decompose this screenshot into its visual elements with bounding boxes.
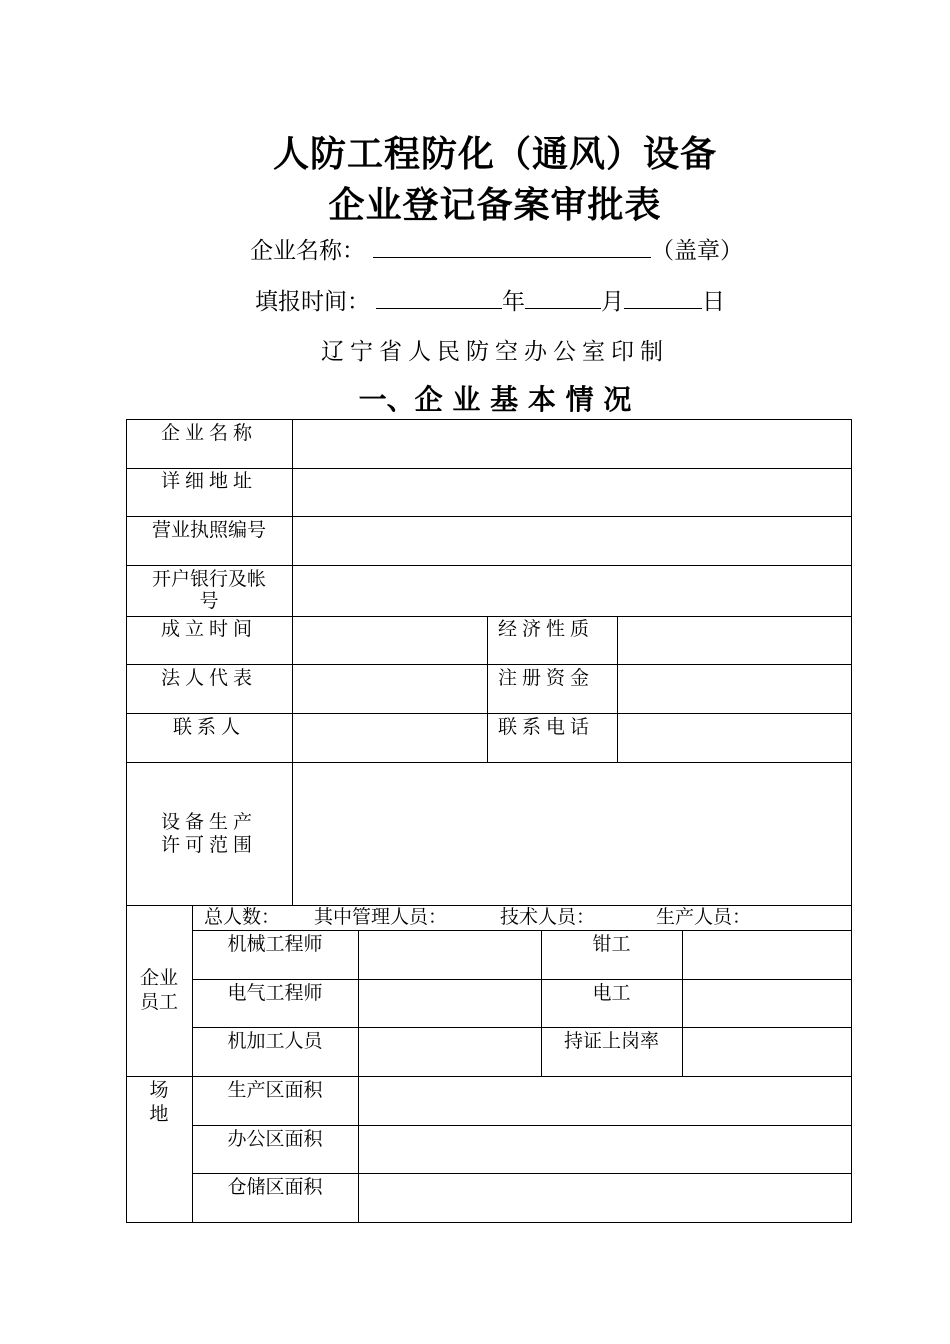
input-company-name[interactable] (293, 420, 851, 468)
title-line-1: 人防工程防化（通风）设备 (272, 134, 717, 175)
input-mech-engineer[interactable] (359, 931, 541, 979)
label-contact: 联系人 (172, 716, 245, 738)
year-label: 年 (502, 289, 525, 315)
input-fitter[interactable] (683, 931, 851, 979)
label-scope-line1: 设备生产 (160, 811, 257, 833)
month-blank[interactable] (525, 286, 601, 309)
company-name-label: 企业名称： (250, 238, 365, 264)
input-address[interactable] (293, 469, 851, 516)
label-legal-rep: 法人代表 (160, 667, 257, 689)
label-office-area: 办公区面积 (227, 1128, 323, 1150)
label-founded: 成立时间 (160, 618, 257, 640)
label-mech-engineer: 机械工程师 (227, 933, 323, 955)
input-office-area[interactable] (359, 1126, 851, 1173)
label-economic-nature: 经济性质 (498, 618, 595, 640)
input-economic-nature[interactable] (618, 617, 851, 664)
date-label: 填报时间： (255, 289, 370, 315)
label-license-no: 营业执照编号 (151, 519, 266, 541)
input-license-no[interactable] (293, 517, 851, 565)
label-electrician: 电工 (592, 982, 631, 1004)
label-phone: 联系电话 (498, 716, 595, 738)
input-cert-rate[interactable] (683, 1028, 851, 1076)
label-staff-prod: 生产人员： (656, 906, 752, 928)
company-name-blank[interactable] (373, 235, 651, 258)
label-prod-area: 生产区面积 (227, 1079, 323, 1101)
seal-note: （盖章） (651, 238, 743, 264)
day-blank[interactable] (624, 286, 702, 309)
label-staff-mgmt: 其中管理人员： (314, 906, 448, 928)
input-machining[interactable] (359, 1028, 541, 1076)
label-staff-group-line1: 企业 (139, 967, 178, 989)
label-staff-total: 总人数： (204, 906, 281, 928)
input-prod-area[interactable] (359, 1077, 851, 1125)
company-name-line (250, 232, 743, 265)
year-blank[interactable] (376, 286, 502, 309)
label-bank-line2: 号 (199, 590, 219, 612)
section-title: 一、企 业 基 本 情 况 (358, 383, 632, 416)
label-scope-line2: 许可范围 (160, 834, 257, 856)
label-registered-capital: 注册资金 (498, 667, 595, 689)
input-bank[interactable] (293, 566, 851, 616)
label-fitter: 钳工 (592, 933, 631, 955)
input-scope[interactable] (293, 763, 851, 905)
basic-info-form (126, 419, 852, 1223)
label-site-line1: 场 (149, 1079, 169, 1101)
day-label: 日 (702, 289, 725, 315)
input-founded[interactable] (293, 617, 487, 664)
label-cert-rate: 持证上岗率 (563, 1030, 659, 1052)
input-storage-area[interactable] (359, 1174, 851, 1222)
month-label: 月 (601, 289, 624, 315)
label-staff-tech: 技术人员： (500, 906, 596, 928)
label-machining: 机加工人员 (227, 1030, 323, 1052)
label-company-name: 企业名称 (160, 422, 257, 444)
label-bank-line1: 开户银行及帐 (151, 568, 266, 590)
input-phone[interactable] (618, 714, 851, 762)
input-electrician[interactable] (683, 980, 851, 1027)
label-elec-engineer: 电气工程师 (227, 982, 323, 1004)
input-contact[interactable] (293, 714, 487, 762)
label-site-line2: 地 (149, 1103, 169, 1125)
label-staff-group-line2: 员工 (139, 991, 178, 1013)
input-registered-capital[interactable] (618, 665, 851, 713)
date-line (255, 283, 725, 316)
label-storage-area: 仓储区面积 (227, 1176, 323, 1198)
title-line-2: 企业登记备案审批表 (328, 185, 662, 226)
input-elec-engineer[interactable] (359, 980, 541, 1027)
input-legal-rep[interactable] (293, 665, 487, 713)
printer-note: 辽宁省人民防空办公室印制 (321, 339, 669, 365)
label-address: 详细地址 (160, 470, 257, 492)
